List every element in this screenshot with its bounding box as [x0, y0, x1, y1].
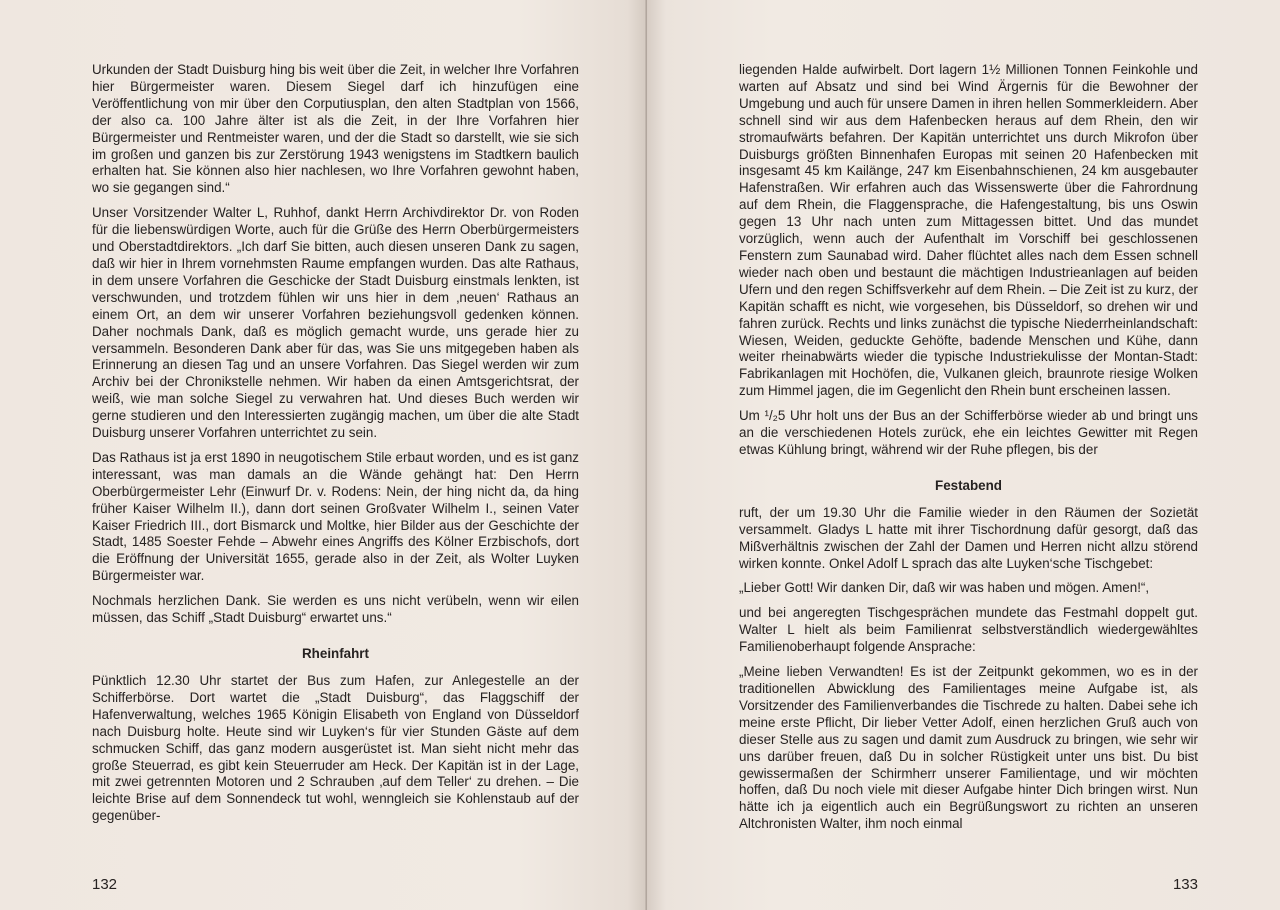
right-page [647, 0, 1280, 910]
body-paragraph: Pünktlich 12.30 Uhr startet der Bus zum Hafen, zur Anlegestelle an der Schifferbörse. Dort wartet die „Stadt Duisburg“, das Flaggschiff der Hafenverwaltung, welches 1965 Königin Elisabeth von England von Düsseldorf nach Duisburg holte. Heute sind wir Luyken‘s für vier Stunden Gäste auf dem schmucken Schiff, das ganz modern ausgerüstet ist. Man sieht nicht mehr das große Steuerrad, es gibt kein Steuerruder am Heck. Der Kapitän ist in der Lage, mit zwei getrennten Motoren und 2 Schrauben ‚auf dem Teller‘ zu drehen. – Die leichte Brise auf dem Sonnendeck tut wohl, wenngleich sie Kohlenstaub auf der gegenüber- [92, 673, 579, 824]
body-paragraph: liegenden Halde aufwirbelt. Dort lagern 1½ Millionen Tonnen Feinkohle und warten auf Absatz und sind bei Wind Ärgernis für die Bewohner der Umgebung und auch für unsere Damen in ihren hellen Sommerkleidern. Aber schnell sind wir aus dem Hafenbecken heraus auf dem Rhein, den wir stromaufwärts befahren. Der Kapitän unterrichtet uns durch Mikrofon über Duisburgs größten Binnenhafen Europas mit seinen 20 Hafenbecken mit insgesamt 45 km Kailänge, 247 km Eisenbahnschienen, 24 km ausgebauter Hafenstraßen. Wir erfahren auch das Wissenswerte über die Fahrordnung auf dem Rhein, die Flaggensprache, die Hafengestaltung, bis uns Oswin gegen 13 Uhr nach unten zum Mittagessen bittet. Und das mundet vorzüglich, wenn auch der Aufenthalt im Vorschiff bei geschlossenen Fenstern zum Saunabad wird. Daher flüchtet alles nach dem Essen schnell wieder nach oben und bestaunt die mächtigen Industrieanlagen auf beiden Ufern und den regen Schiffsverkehr auf dem Rhein. – Die Zeit ist zu kurz, der Kapitän schafft es nicht, wie vorgesehen, bis Düsseldorf, so drehen wir und fahren zurück. Rechts und links zunächst die typische Niederrheinlandschaft: Wiesen, Weiden, geduckte Gehöfte, badende Menschen und Kühe, dann weiter rheinabwärts wieder die typische Industriekulisse der Montan-Stadt: Fabrikanlagen mit Hochöfen, die, Vulkanen gleich, braunrote riesige Wolken zum Himmel jagen, die im Gegenlicht den Rhein bunt erscheinen lassen. [739, 62, 1198, 399]
body-paragraph: „Lieber Gott! Wir danken Dir, daß wir was haben und mögen. Amen!“, [739, 580, 1150, 596]
section-heading: Festabend [935, 477, 1002, 493]
page-number: 133 [1172, 876, 1198, 893]
body-paragraph: ruft, der um 19.30 Uhr die Familie wieder in den Räumen der Sozietät versammelt. Gladys L hatte mit ihrer Tischordnung dafür gesorgt, daß das Mißverhältnis zwischen der Zahl der Damen und Herren nicht allzu störend wirken konnte. Onkel Adolf L sprach das alte Luyken‘sche Tischgebet: [739, 504, 1198, 571]
section-heading: Rheinfahrt [302, 646, 369, 661]
body-paragraph: „Meine lieben Verwandten! Es ist der Zeitpunkt gekommen, wo es in der traditionellen Abwicklung des Familientages meine Aufgabe ist, als Vorsitzender des Familienverbandes die Tischrede zu halten. Dabei sehe ich meine erste Pflicht, Dir lieber Vetter Adolf, einen herzlichen Gruß auch von dieser Stelle aus zu sagen und damit zum Ausdruck zu bringen, wie sehr wir uns darüber freuen, daß Du in solcher Rüstigkeit unter uns bist. Du bist gewissermaßen der Schirmherr unserer Familientage, und wir möchten hoffen, daß Du noch viele mit dieser Aufgabe hinter Dich bringen wirst. Nun hätte ich ja eigentlich auch ein Begrüßungswort zu richten an unseren Altchronisten Walter, ihm noch einmal [739, 664, 1198, 832]
body-paragraph: und bei angeregten Tischgesprächen mundete das Festmahl doppelt gut. Walter L hielt als beim Familienrat selbstverständlich wiedergewähltes Familienoberhaupt folgende Ansprache: [739, 605, 1198, 655]
body-paragraph: Das Rathaus ist ja erst 1890 in neugotischem Stile erbaut worden, und es ist ganz interessant, was man damals an die Wände gehängt hat: Den Herrn Oberbürgermeister Lehr (Einwurf Dr. v. Rodens: Nein, der hing nicht da, da hing früher Kaiser Wilhelm II.), dann dort seinen Großvater Wilhelm I., seinen Vater Kaiser Friedrich III., dort Bismarck und Moltke, hier Bilder aus der Geschichte der Stadt, 1485 Soester Fehde – Abwehr eines Angriffs des Kölner Erzbischofs, dort die Eröffnung der Universität 1655, gerade also in der Zeit, als Wolter Luyken Bürgermeister war. [92, 449, 579, 584]
page-number: 132 [92, 876, 118, 893]
body-paragraph: Nochmals herzlichen Dank. Sie werden es uns nicht verübeln, wenn wir eilen müssen, das Schiff „Stadt Duisburg“ erwartet uns.“ [92, 593, 579, 626]
body-paragraph: Unser Vorsitzender Walter L, Ruhhof, dankt Herrn Archivdirektor Dr. von Roden für die liebenswürdigen Worte, auch für die Grüße des Herrn Oberbürgermeisters und Oberstadtdirektors. „Ich darf Sie bitten, auch diesen unseren Dank zu sagen, daß wir hier in Ihrem vornehmsten Raume empfangen wurden. Das alte Rathaus, in dem unsere Vorfahren die Geschicke der Stadt Duisburg einstmals lenkten, ist verschwunden, und trotzdem fühlen wir uns hier in dem ‚neuen‘ Rathaus an einem Ort, an dem wir unserer Vorfahren beziehungsvoll gedenken können. Daher nochmals Dank, daß es möglich gemacht wurde, uns gerade hier zu versammeln. Besonderen Dank aber für das, was Sie uns mitgegeben haben als Erinnerung an diesen Tag und an unsere Vorfahren. Das Siegel werden wir zum Archiv bei der Chronikstelle nehmen. Wir haben da einen Amtsgerichtsrat, der weiß, wie man solche Siegel zu verwahren hat. Und dieses Buch werden wir gerne studieren und den Interessierten zugängig machen, um über die alte Stadt Duisburg unserer Vorfahren unterrichtet zu sein. [92, 205, 579, 441]
body-paragraph: Urkunden der Stadt Duisburg hing bis weit über die Zeit, in welcher Ihre Vorfahren hier Bürgermeister waren. Diesem Siegel darf ich hinzufügen eine Veröffentlichung von mir über den Corputiusplan, den alten Stadtplan von 1566, der also ca. 100 Jahre älter ist als die Zeit, in der Ihre Vorfahren hier Bürgermeister und Rentmeister waren, und der die Stadt so darstellt, wie sie sich im großen und ganzen bis zur Zerstörung 1943 wenigstens im Stadtkern baulich erhalten hat. Sie können also hier nachlesen, wo Ihre Vorfahren gewohnt haben, wo sie gegangen sind.“ [92, 62, 579, 196]
body-paragraph: Um ¹/₂5 Uhr holt uns der Bus an der Schifferbörse wieder ab und bringt uns an die verschiedenen Hotels zurück, ehe ein leichtes Gewitter mit Regen etwas Kühlung bringt, während wir der Ruhe pflegen, bis der [739, 408, 1198, 457]
